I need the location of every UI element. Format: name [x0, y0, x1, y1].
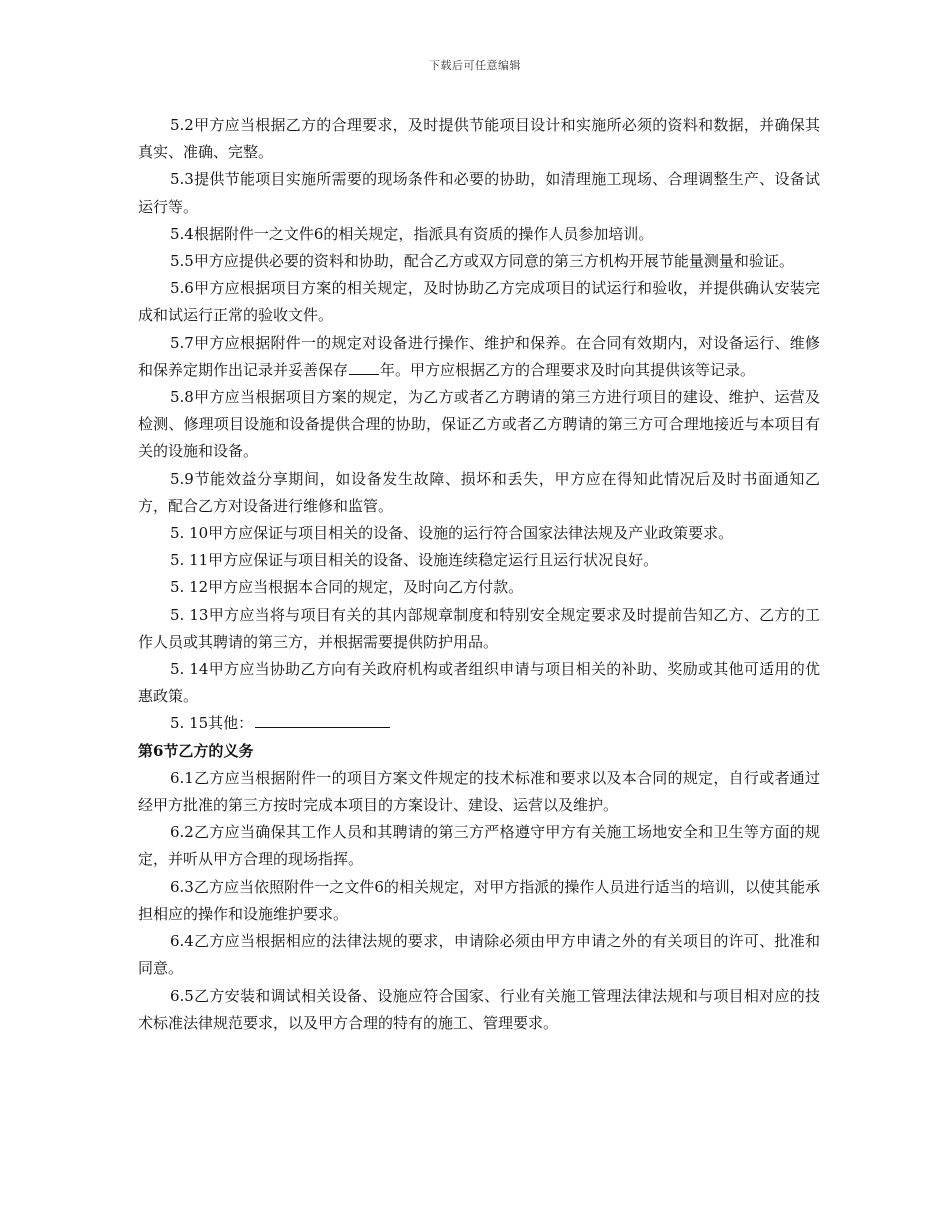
- clause-5-15-label: 5. 15其他：: [170, 714, 254, 733]
- clause-5-5: 5.5甲方应提供必要的资料和协助，配合乙方或双方同意的第三方机构开展节能量测量和验证。: [170, 252, 794, 271]
- clause-5-4: 5.4根据附件一之文件6的相关规定，指派具有资质的操作人员参加培训。: [170, 224, 654, 243]
- clause-5-3: 5.3提供节能项目实施所需要的现场条件和必要的协助，如清理施工现场、合理调整生产、设备试运行等。: [138, 170, 820, 216]
- document-body: [138, 112, 820, 1037]
- clause-6-3: 6.3乙方应当依照附件一之文件6的相关规定，对甲方指派的操作人员进行适当的培训，以使其能承担相应的操作和设施维护要求。: [138, 877, 820, 923]
- clause-5-11: 5. 11甲方应保证与项目相关的设备、设施连续稳定运行且运行状况良好。: [170, 551, 659, 570]
- clause-6-5: 6.5乙方安装和调试相关设备、设施应符合国家、行业有关施工管理法律法规和与项目相对应的技术标准法律规范要求，以及甲方合理的特有的施工、管理要求。: [138, 986, 820, 1032]
- clause-6-1: 6.1乙方应当根据附件一的项目方案文件规定的技术标准和要求以及本合同的规定，自行或者通过经甲方批准的第三方按时完成本项目的方案设计、建设、运营以及维护。: [138, 768, 820, 815]
- retention-years-blank[interactable]: [349, 359, 379, 375]
- clause-5-7-before: 5.7甲方应根据附件一的规定对设备进行操作、维护和保养。在合同有效期内，对设备运行、维修和保养定期作出记录并妥善保存: [138, 333, 820, 379]
- clause-5-8: 5.8甲方应当根据项目方案的规定，为乙方或者乙方聘请的第三方进行项目的建设、维护、运营及检测、修理项目设施和设备提供合理的协助，保证乙方或者乙方聘请的第三方可合理地接近与本项目有关的设施和设备。: [138, 388, 820, 461]
- clause-5-7: [138, 330, 820, 384]
- clause-6-4: 6.4乙方应当根据相应的法律法规的要求，申请除必须由甲方申请之外的有关项目的许可、批准和同意。: [138, 932, 820, 978]
- page-header: 下载后可任意编辑: [429, 59, 521, 72]
- clause-5-12: 5. 12甲方应当根据本合同的规定，及时向乙方付款。: [170, 578, 524, 597]
- clause-5-6: 5.6甲方应根据项目方案的相关规定，及时协助乙方完成项目的试运行和验收，并提供确认安装完成和试运行正常的验收文件。: [138, 279, 820, 325]
- clause-5-10: 5. 10甲方应保证与项目相关的设备、设施的运行符合国家法律法规及产业政策要求。: [170, 524, 734, 543]
- other-terms-blank[interactable]: [255, 712, 390, 728]
- section-6-heading: 第6节乙方的义务: [138, 741, 254, 760]
- clause-5-9: 5.9节能效益分享期间，如设备发生故障、损坏和丢失，甲方应在得知此情况后及时书面通知乙方，配合乙方对设备进行维修和监管。: [138, 469, 820, 515]
- clause-5-15: [138, 710, 820, 737]
- clause-5-2: 5.2甲方应当根据乙方的合理要求，及时提供节能项目设计和实施所必须的资料和数据，并确保其真实、准确、完整。: [138, 116, 820, 162]
- clause-5-14: 5. 14甲方应当协助乙方向有关政府机构或者组织申请与项目相关的补助、奖励或其他可适用的优惠政策。: [138, 660, 820, 706]
- clause-5-13: 5. 13甲方应当将与项目有关的其内部规章制度和特别安全规定要求及时提前告知乙方、乙方的工作人员或其聘请的第三方，并根据需要提供防护用品。: [138, 605, 820, 651]
- clause-5-7-after: 年。甲方应根据乙方的合理要求及时向其提供该等记录。: [380, 360, 756, 379]
- clause-6-2: 6.2乙方应当确保其工作人员和其聘请的第三方严格遵守甲方有关施工场地安全和卫生等方面的规定，并听从甲方合理的现场指挥。: [138, 823, 820, 869]
